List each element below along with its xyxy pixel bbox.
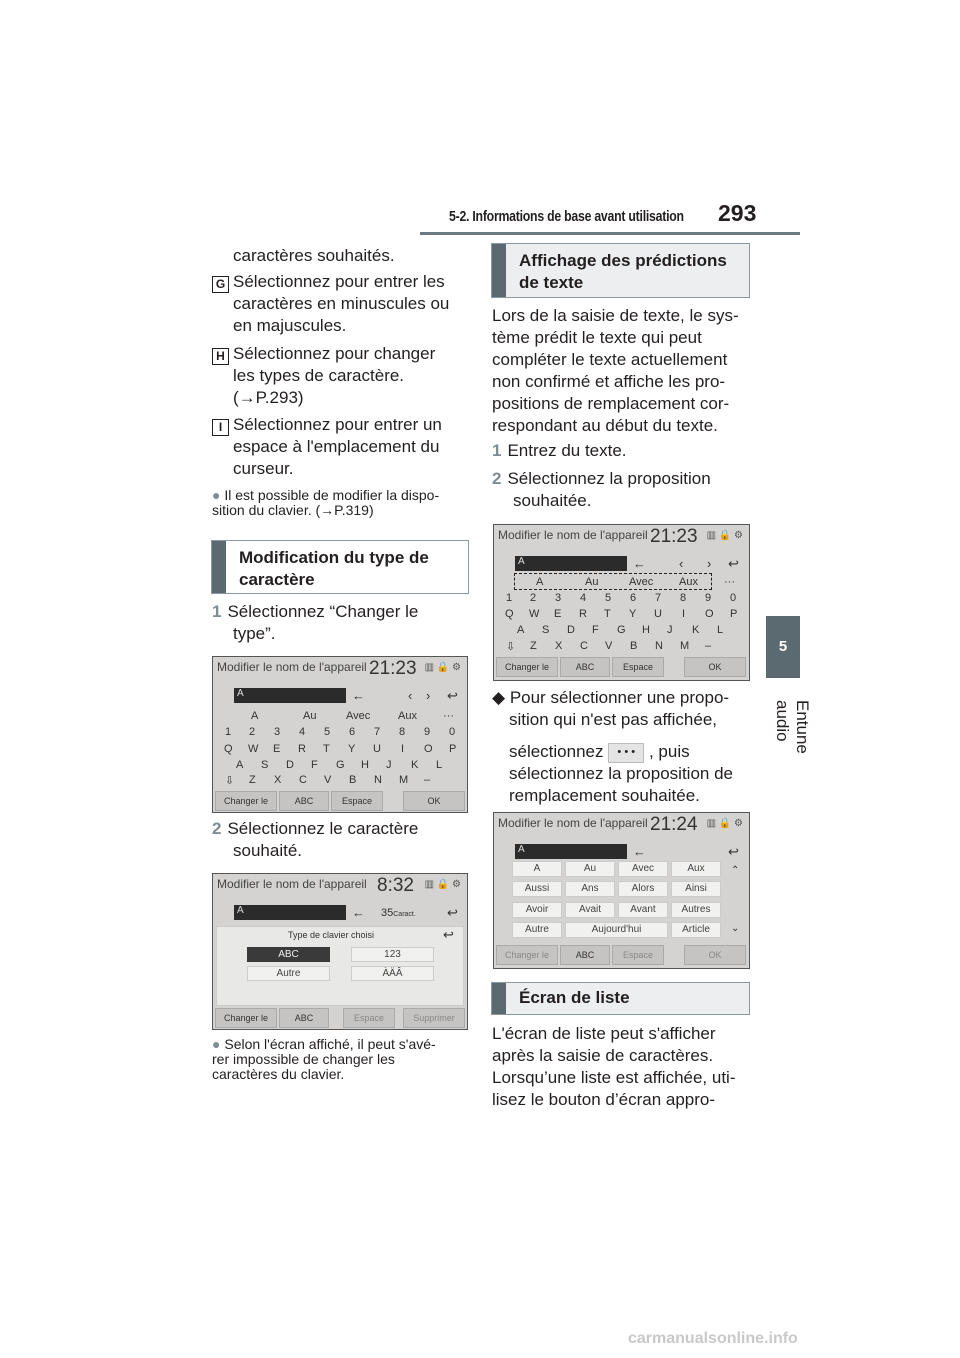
backspace-icon[interactable]: ← [633, 556, 646, 571]
space-button[interactable]: Espace [343, 1008, 395, 1028]
screenshot-keyboard: Modifier le nom de l'appareil 21:23 ▥ 🔒 ⚙ A ← ‹ › ↩ A Au Avec Aux ··· 1 2 3 4 5 6 7 8 9 0 Q W E R T Y U I O P A S D F G H J K L ⇩ Z X C V B N M – Changer le ABC Espace OK [212, 656, 468, 813]
bullet-dot: ● [212, 1036, 221, 1052]
item-g-text: Sélectionnez pour entrer les caractères en minuscules ou en majuscules. [233, 272, 450, 335]
screenshot-prediction-list: Modifier le nom de l'appareil 21:24 ▥ 🔒 ⚙ A ← ↩ ⌃ ⌄ A Au Avec Aux Aussi Ans Alors Ainsi Avoir Avait Avant Autres Autre Aujourd'hui Article Changer le ABC Espace OK [493, 812, 750, 969]
callout-badge-g: G [212, 276, 229, 293]
step-2-left: 2 Sélectionnez le caractère souhaité. [212, 819, 419, 860]
delete-button[interactable]: Supprimer [403, 1008, 465, 1028]
list-item[interactable]: Avoir [512, 902, 562, 918]
change-type-button[interactable]: Changer le [496, 945, 558, 965]
list-item[interactable]: Aussi [512, 881, 562, 897]
list-item[interactable]: Autres [671, 902, 721, 918]
section-header-change-type: Modification du type de caractère [211, 540, 469, 594]
bullet-dot: ● [212, 487, 221, 503]
list-item[interactable]: Autre [512, 922, 562, 938]
option-123[interactable]: 123 [351, 947, 434, 962]
space-button[interactable]: Espace [331, 791, 383, 811]
chapter-heading: 5-2. Informations de base avant utilisation [449, 208, 684, 225]
bullet-diamond: ◆ [492, 688, 506, 707]
section-header-list-screen: Écran de liste [491, 982, 750, 1015]
list-item[interactable]: Avec [618, 861, 668, 877]
cursor-left-icon[interactable]: ‹ [408, 688, 413, 703]
backspace-icon[interactable]: ← [352, 688, 365, 703]
backspace-icon[interactable]: ← [633, 844, 646, 859]
chapter-side-label: Entune audio [773, 700, 812, 754]
scroll-up-icon[interactable]: ⌃ [731, 865, 740, 876]
return-icon[interactable]: ↩ [443, 927, 454, 942]
section-header-text-prediction: Affichage des prédictions de texte [491, 243, 750, 298]
list-item[interactable]: Au [565, 861, 615, 877]
abc-button[interactable]: ABC [560, 657, 610, 677]
list-item[interactable]: Alors [618, 881, 668, 897]
note-keyboard-layout: ● Il est possible de modifier la dispo- sition du clavier. (→P.319) [212, 487, 440, 518]
change-type-button[interactable]: Changer le [496, 657, 558, 677]
return-icon[interactable]: ↩ [447, 688, 458, 703]
cursor-right-icon[interactable]: › [707, 556, 712, 571]
list-item[interactable]: Avait [565, 902, 615, 918]
ok-button[interactable]: OK [684, 945, 746, 965]
list-item[interactable]: Ainsi [671, 881, 721, 897]
callout-badge-h: H [212, 348, 229, 365]
cursor-left-icon[interactable]: ‹ [679, 556, 684, 571]
note-screen-dependent: ● Selon l'écran affiché, il peut s'avé- rer impossible de changer les caractères du clavier. [212, 1036, 436, 1082]
option-other[interactable]: Autre [247, 966, 330, 981]
screenshot-predictions: Modifier le nom de l'appareil 21:23 ▥ 🔒 ⚙ A ← ‹ › ↩ A Au Avec Aux ··· 1 2 3 4 5 6 7 8 9 0 Q W E R T Y U I O P A S D F G H J K L ⇩ Z X C V B N M – Changer le ABC Espace OK [493, 524, 750, 681]
step-1-left: 1 Sélectionnez “Changer le type”. [212, 602, 419, 643]
ok-button[interactable]: OK [403, 791, 465, 811]
callout-badge-i: I [212, 419, 229, 436]
step-2-right: 2 Sélectionnez la proposition souhaitée. [492, 469, 711, 510]
cursor-right-icon[interactable]: › [426, 688, 431, 703]
bullet-more-predictions: ◆ Pour sélectionner une propo- sition qui n'est pas affichée, sélectionnez • • • , puis sélectionnez la proposition de remplacement souhaitée. [492, 688, 733, 805]
screenshot-keyboard-type: Modifier le nom de l'appareil 8:32 ▥ 🔒 ⚙ A ← 35Caract. ↩ Type de clavier choisi ↩ ABC 123 Autre ÀÄÂ Changer le ABC Espace Supprimer [212, 873, 468, 1030]
change-type-button[interactable]: Changer le [215, 1008, 277, 1028]
prediction-item[interactable]: Aux [679, 576, 698, 588]
list-screen-paragraph: L'écran de liste peut s'afficher après la saisie de caractères. Lorsqu’une liste est affichée, uti- lisez le bouton d’écran appro- [492, 1024, 736, 1109]
return-icon[interactable]: ↩ [728, 844, 739, 859]
abc-button[interactable]: ABC [279, 791, 329, 811]
list-item[interactable]: Aujourd'hui [565, 922, 668, 938]
abc-button[interactable]: ABC [560, 945, 610, 965]
item-h-text: Sélectionnez pour changer les types de caractère. (→P.293) [233, 344, 436, 407]
change-type-button[interactable]: Changer le [215, 791, 277, 811]
return-icon[interactable]: ↩ [447, 905, 458, 920]
prediction-item[interactable]: A [536, 576, 544, 588]
space-button[interactable]: Espace [612, 945, 664, 965]
list-item[interactable]: Article [671, 922, 721, 938]
prediction-paragraph: Lors de la saisie de texte, le sys- tème prédit le texte qui peut compléter le texte actuellement non confirmé et affiche les pro- positions de remplacement cor- respondant au début du texte. [492, 306, 739, 435]
backspace-icon[interactable]: ← [352, 905, 365, 920]
step-1-right: 1 Entrez du texte. [492, 441, 627, 460]
space-button[interactable]: Espace [612, 657, 664, 677]
chapter-tab: 5 [766, 616, 800, 678]
page-number: 293 [718, 200, 757, 226]
list-item[interactable]: Avant [618, 902, 668, 918]
list-item[interactable]: Aux [671, 861, 721, 877]
abc-button[interactable]: ABC [279, 1008, 329, 1028]
list-item[interactable]: Ans [565, 881, 615, 897]
item-i-text: Sélectionnez pour entrer un espace à l'emplacement du curseur. [233, 415, 442, 478]
more-options-icon: • • • [608, 743, 644, 763]
list-item[interactable]: A [512, 861, 562, 877]
return-icon[interactable]: ↩ [728, 556, 739, 571]
more-predictions-button[interactable]: ··· [724, 576, 735, 588]
scroll-down-icon[interactable]: ⌄ [731, 923, 740, 934]
prediction-item[interactable]: Au [585, 576, 599, 588]
text-line: caractères souhaités. [233, 246, 395, 265]
option-accented[interactable]: ÀÄÂ [351, 966, 434, 981]
header-rule [420, 232, 800, 235]
option-abc[interactable]: ABC [247, 947, 330, 962]
prediction-item[interactable]: Avec [629, 576, 654, 588]
watermark: carmanualsonline.info [628, 1330, 798, 1347]
ok-button[interactable]: OK [684, 657, 746, 677]
